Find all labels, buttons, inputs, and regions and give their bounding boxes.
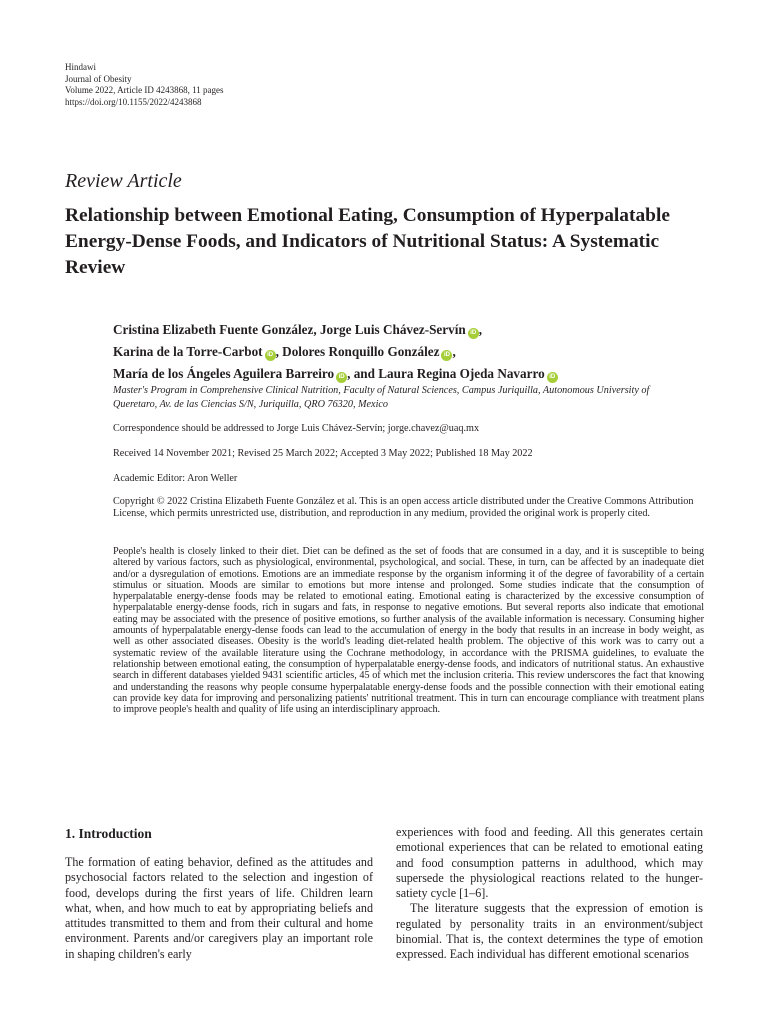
author-names: María de los Ángeles Aguilera Barreiro xyxy=(113,366,335,381)
affiliation: Master's Program in Comprehensive Clinical Nutrition, Faculty of Natural Sciences, Campus Juriquilla, Autonomous University of Queretaro, Av. de las Ciencias S/N, Juriquilla, QRO 76320, Mexico xyxy=(113,385,650,410)
author-list xyxy=(113,319,713,385)
journal-header xyxy=(65,62,223,108)
author-separator: , xyxy=(452,344,456,359)
author-line-2 xyxy=(113,341,713,363)
doi-link[interactable]: https://doi.org/10.1155/2022/4243868 xyxy=(65,96,202,107)
author-line-1 xyxy=(113,319,713,341)
correspondence: Correspondence should be addressed to Jorge Luis Chávez-Servín; jorge.chavez@uaq.mx xyxy=(113,423,480,434)
academic-editor: Academic Editor: Aron Weller xyxy=(113,473,238,484)
author-names: Cristina Elizabeth Fuente González, Jorge Luis Chávez-Servín xyxy=(113,322,466,337)
orcid-icon[interactable]: iD xyxy=(336,372,347,383)
abstract: People's health is closely linked to their diet. Diet can be defined as the set of foods that are consumed in a day, and it is susceptible to being altered by various factors, such as physiological, environmental, psychological, and social. These, in turn, can be affected by an inadequate diet and/or a dysregulation of emotions. Emotions are an immediate response by the organism informing it of the degree of favorability of a certain stimulus or situation. Moods are similar to emotions but more intense and prolonged. Some studies indicate that the consumption of hyperpalatable energy-dense foods may be related to emotional eating. Emotional eating is characterized by the excessive consumption of hyperpalatable energy-dense foods, rich in sugars and fats, in response to negative emotions. But several reports also indicate that emotional eating may be associated with the presence of positive emotions, so further analysis of the available information is necessary. Consuming higher amounts of hyperpalatable energy-dense foods can lead to the accumulation of energy in the body that results in an increase in body weight, as well as other associated diseases. Obesity is the world's leading diet-related health problem. The objective of this work was to carry out a systematic review of the available literature using the Cochrane methodology, in accordance with the PRISMA guidelines, to evaluate the relationship between emotional eating, the consumption of hyperpalatable energy-dense foods, and indicators of nutritional status. An exhaustive search in different databases yielded 9431 scientific articles, 45 of which met the inclusion criteria. This review underscores the fact that knowing and understanding the reasons why people consume hyperpalatable energy-dense foods and the possible connection with their emotional eating can provide key data for improving and personalizing patients' nutritional treatment. This in turn can encourage compliance with treatment plans to improve people's health and quality of life using an interdisciplinary approach. xyxy=(113,546,704,716)
article-title: Relationship between Emotional Eating, Consumption of Hyperpalatable Energy-Dense Foods, and Indicators of Nutritional Status: A Systematic Review xyxy=(65,205,670,278)
orcid-icon[interactable]: iD xyxy=(441,350,452,361)
body-paragraph: The literature suggests that the expression of emotion is regulated by personality traits in an environment/subject binomial. That is, the context determines the type of emotion expressed. Each individual has different emotional scenarios xyxy=(396,901,703,962)
volume-info: Volume 2022, Article ID 4243868, 11 pages xyxy=(65,85,224,96)
body-column-right xyxy=(396,825,703,963)
orcid-icon[interactable]: iD xyxy=(468,328,479,339)
author-line-3 xyxy=(113,363,713,385)
section-heading: 1. Introduction xyxy=(65,826,152,841)
body-paragraph: The formation of eating behavior, defined as the attitudes and psychosocial factors related to the selection and ingestion of food, develops during the first years of life. Children learn what, when, and how much to eat by appropriating beliefs and attitudes transmitted to them and from their cultural and home environment. Parents and/or caregivers play an important role in shaping children's early xyxy=(65,855,373,961)
publisher-name: Hindawi xyxy=(65,62,96,72)
publication-dates: Received 14 November 2021; Revised 25 March 2022; Accepted 3 May 2022; Published 18 May 2022 xyxy=(113,448,533,459)
author-names: , and Laura Regina Ojeda Navarro xyxy=(347,366,545,381)
author-names: Karina de la Torre-Carbot xyxy=(113,344,263,359)
article-type: Review Article xyxy=(65,170,182,192)
orcid-icon[interactable]: iD xyxy=(265,350,276,361)
copyright-notice: Copyright © 2022 Cristina Elizabeth Fuente González et al. This is an open access article distributed under the Creative Commons Attribution License, which permits unrestricted use, distribution, and reproduction in any medium, provided the original work is properly cited. xyxy=(113,496,694,520)
orcid-icon[interactable]: iD xyxy=(547,372,558,383)
body-column-left xyxy=(65,826,373,962)
journal-name: Journal of Obesity xyxy=(65,73,132,84)
body-paragraph: experiences with food and feeding. All this generates certain emotional experiences that can be related to emotional eating and food consumption patterns in adulthood, which may supersede the physiological reactions related to the hunger-satiety cycle [1–6]. xyxy=(396,825,703,901)
author-names: , Dolores Ronquillo González xyxy=(275,344,440,359)
author-separator: , xyxy=(478,322,483,337)
